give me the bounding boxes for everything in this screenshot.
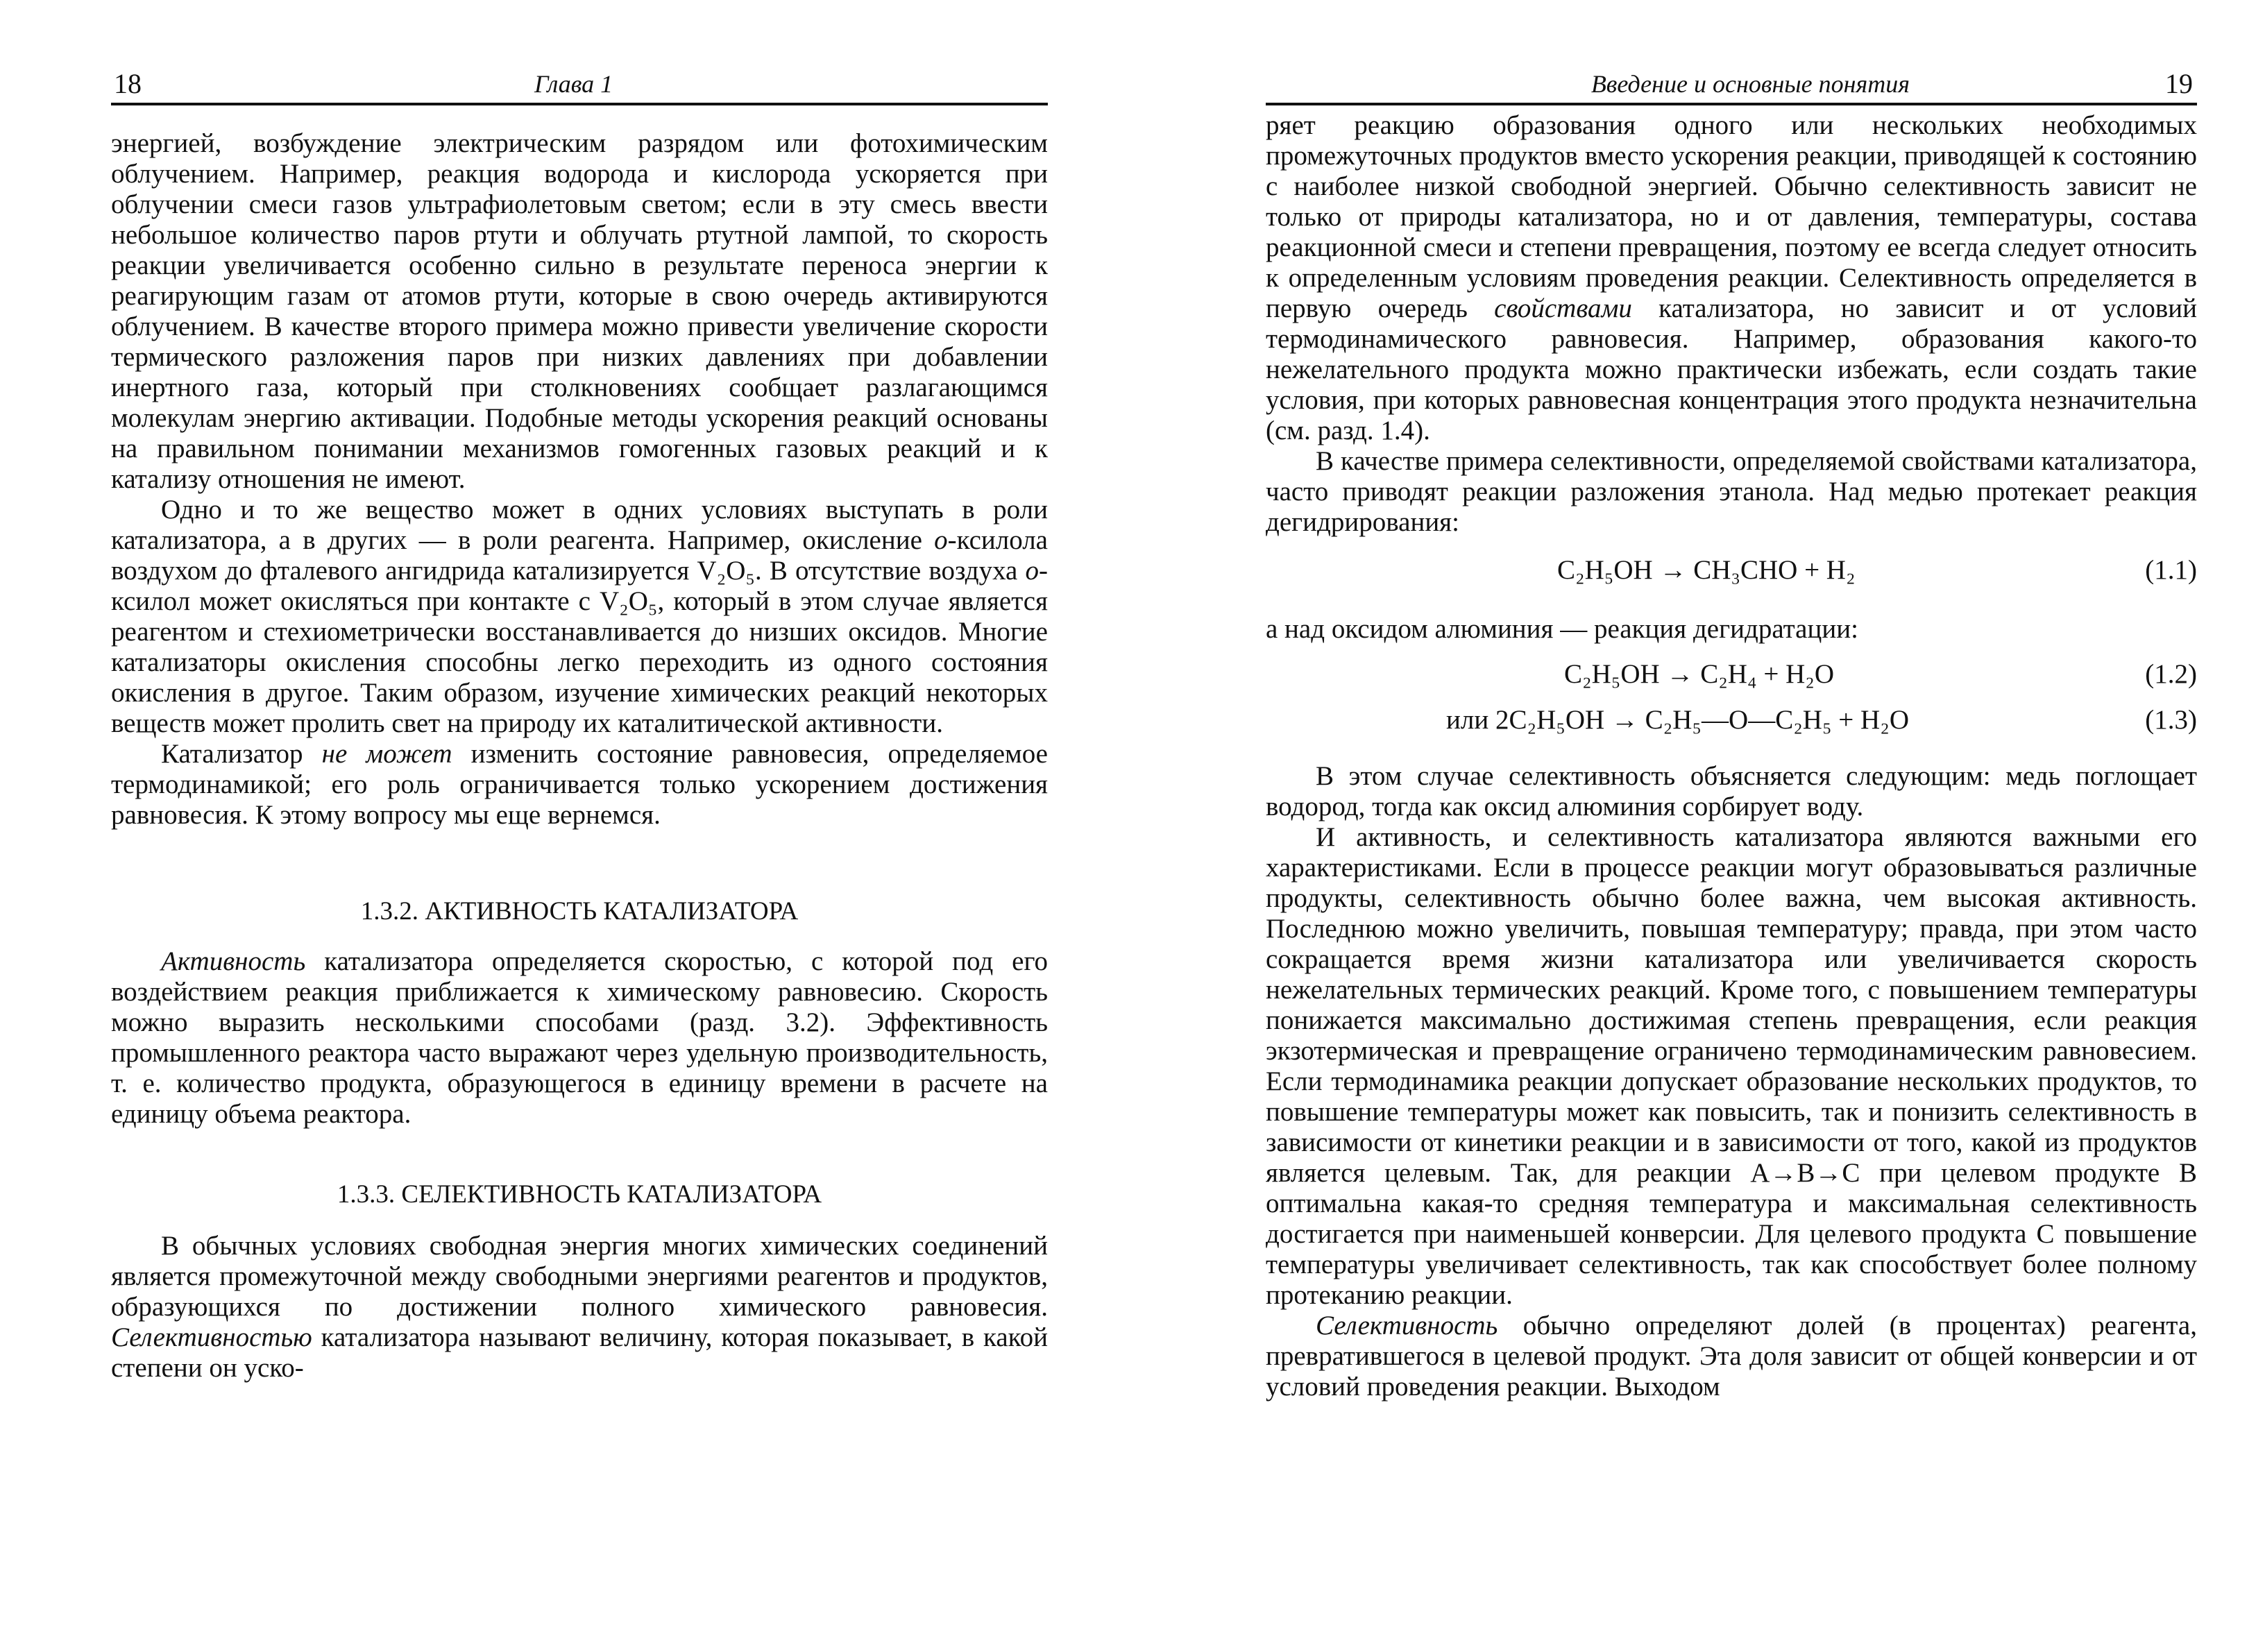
paragraph: Одно и то же вещество может в одних условиях выступать в роли катализатора, а в других — в роли реагента. Например, окисление о-ксилола воздухом до фталевого ангидрида катализируется V₂O₅. В отсутствие воздуха о-ксилол может окисляться при контакте с V₂O₅, который в этом случае является реагентом и стехиометрически восстанавливается до низших оксидов. Многие катализаторы окисления способны легко переходить из одного состояния окисления в другое. Таким образом, изучение химических реакций некоторых веществ может пролить свет на природу их каталитической активности. xyxy=(111,495,1048,738)
equation-formula: C₂H₅OH → C₂H₄ + H₂O xyxy=(1564,659,1834,689)
paragraph: Активность катализатора определяется скоростью, с которой под его воздействием реакция приближается к химическому равновесию. Скорость можно выразить несколькими способами (разд. 3.2). Эффективность промышленного реактора часто выражают через удельную производительность, т. е. количество продукта, образующегося в единицу времени в расчете на единицу объема реактора. xyxy=(111,946,1048,1129)
running-head: Глава 1 xyxy=(534,70,613,98)
right-page xyxy=(1266,0,2197,1652)
equation-number: (1.3) xyxy=(2145,705,2197,735)
left-page xyxy=(111,0,1048,1652)
equation xyxy=(1266,547,2197,593)
paragraph: энергией, возбуждение электрическим разрядом или фотохимическим облучением. Например, реакция водорода и кислорода ускоряется при облучении смеси газов ультрафиолетовым светом; если в эту смесь ввести небольшое количество паров ртути и облучать ртутной лампой, то скорость реакции увеличивается особенно сильно в результате переноса энергии к реагирующим газам от атомов ртути, которые в свою очередь активируются облучением. В качестве второго примера можно привести увеличение скорости термического разложения паров при низких давлениях при добавлении инертного газа, который при столкновениях сообщает разлагающимся молекулам энергию активации. Подобные методы ускорения реакций основаны на правильном понимании механизмов гомогенных газовых реакций и к катализу отношения не имеют. xyxy=(111,128,1048,494)
equation-formula: C₂H₅OH → CH₃CHO + H₂ xyxy=(1557,555,1856,585)
page-number: 18 xyxy=(114,68,142,99)
equation-number: (1.2) xyxy=(2145,659,2197,689)
running-head: Введение и основные понятия xyxy=(1590,70,1910,98)
paragraph: а над оксидом алюминия — реакция дегидратации: xyxy=(1266,614,1858,644)
equation xyxy=(1266,697,2197,743)
section-heading: 1.3.2. АКТИВНОСТЬ КАТАЛИЗАТОРА xyxy=(360,897,799,926)
paragraph: В этом случае селективность объясняется следующим: медь поглощает водород, тогда как оксид алюминия сорбирует воду. xyxy=(1266,761,2197,821)
equation xyxy=(1266,652,2197,697)
paragraph: В качестве примера селективности, определяемой свойствами катализатора, часто приводят реакции разложения этанола. Над медью протекает реакция дегидрирования: xyxy=(1266,446,2197,537)
section-heading: 1.3.3. СЕЛЕКТИВНОСТЬ КАТАЛИЗАТОРА xyxy=(337,1180,822,1209)
paragraph: Селективность обычно определяют долей (в процентах) реагента, превратившегося в целевой продукт. Эта доля зависит от общей конверсии и от условий проведения реакции. Выходом xyxy=(1266,1311,2197,1402)
paragraph: Катализатор не может изменить состояние равновесия, определяемое термодинамикой; его роль ограничивается только ускорением достижения равновесия. К этому вопросу мы еще вернемся. xyxy=(111,739,1048,830)
paragraph: В обычных условиях свободная энергия многих химических соединений является промежуточной между свободными энергиями реагентов и продуктов, образующихся по достижении полного химического равновесия. Селективностью катализатора называют величину, которая показывает, в какой степени он уско- xyxy=(111,1231,1048,1383)
paragraph: И активность, и селективность катализатора являются важными его характеристиками. Если в процессе реакции могут образовываться различные продукты, селективность обычно более важна, чем высокая активность. Последнюю можно увеличить, повышая температуру; правда, при этом часто сокращается время жизни катализатора или увеличивается скорость нежелательных термических реакций. Кроме того, с повышением температуры понижается максимально достижимая степень превращения, если реакция экзотермическая и превращение ограничено термодинамическим равновесием. Если термодинамика реакции допускает образование нескольких продуктов, то повышение температуры может как повысить, так и понизить селективность в зависимости от кинетики реакции и в зависимости от того, какой из продуктов является целевым. Так, для реакции A→B→C при целевом продукте B оптимальна какая-то средняя температура и максимальная селективность достигается при наименьшей конверсии. Для целевого продукта C повышение температуры увеличивает селективность, так как способствует более полному протеканию реакции. xyxy=(1266,822,2197,1310)
equation-number: (1.1) xyxy=(2145,555,2197,585)
right-page-header xyxy=(1266,68,2197,105)
paragraph: ряет реакцию образования одного или нескольких необходимых промежуточных продуктов вместо ускорения реакции, приводящей к состоянию с наиболее низкой свободной энергией. Обычно селективность зависит не только от природы катализатора, но и от давления, температуры, состава реакционной смеси и степени превращения, поэтому ее всегда следует относить к определенным условиям проведения реакции. Селективность определяется в первую очередь свойствами катализатора, но зависит и от условий термодинамического равновесия. Например, образования какого-то нежелательного продукта можно практически избежать, если создать такие условия, при которых равновесная концентрация этого продукта незначительна (см. разд. 1.4). xyxy=(1266,110,2197,445)
equation-formula: или 2C₂H₅OH → C₂H₅—O—C₂H₅ + H₂O xyxy=(1446,705,1909,735)
right-page-body xyxy=(1266,110,2197,1402)
left-page-body xyxy=(111,128,1048,1383)
left-page-header xyxy=(111,68,1048,105)
page-number: 19 xyxy=(2165,68,2193,99)
